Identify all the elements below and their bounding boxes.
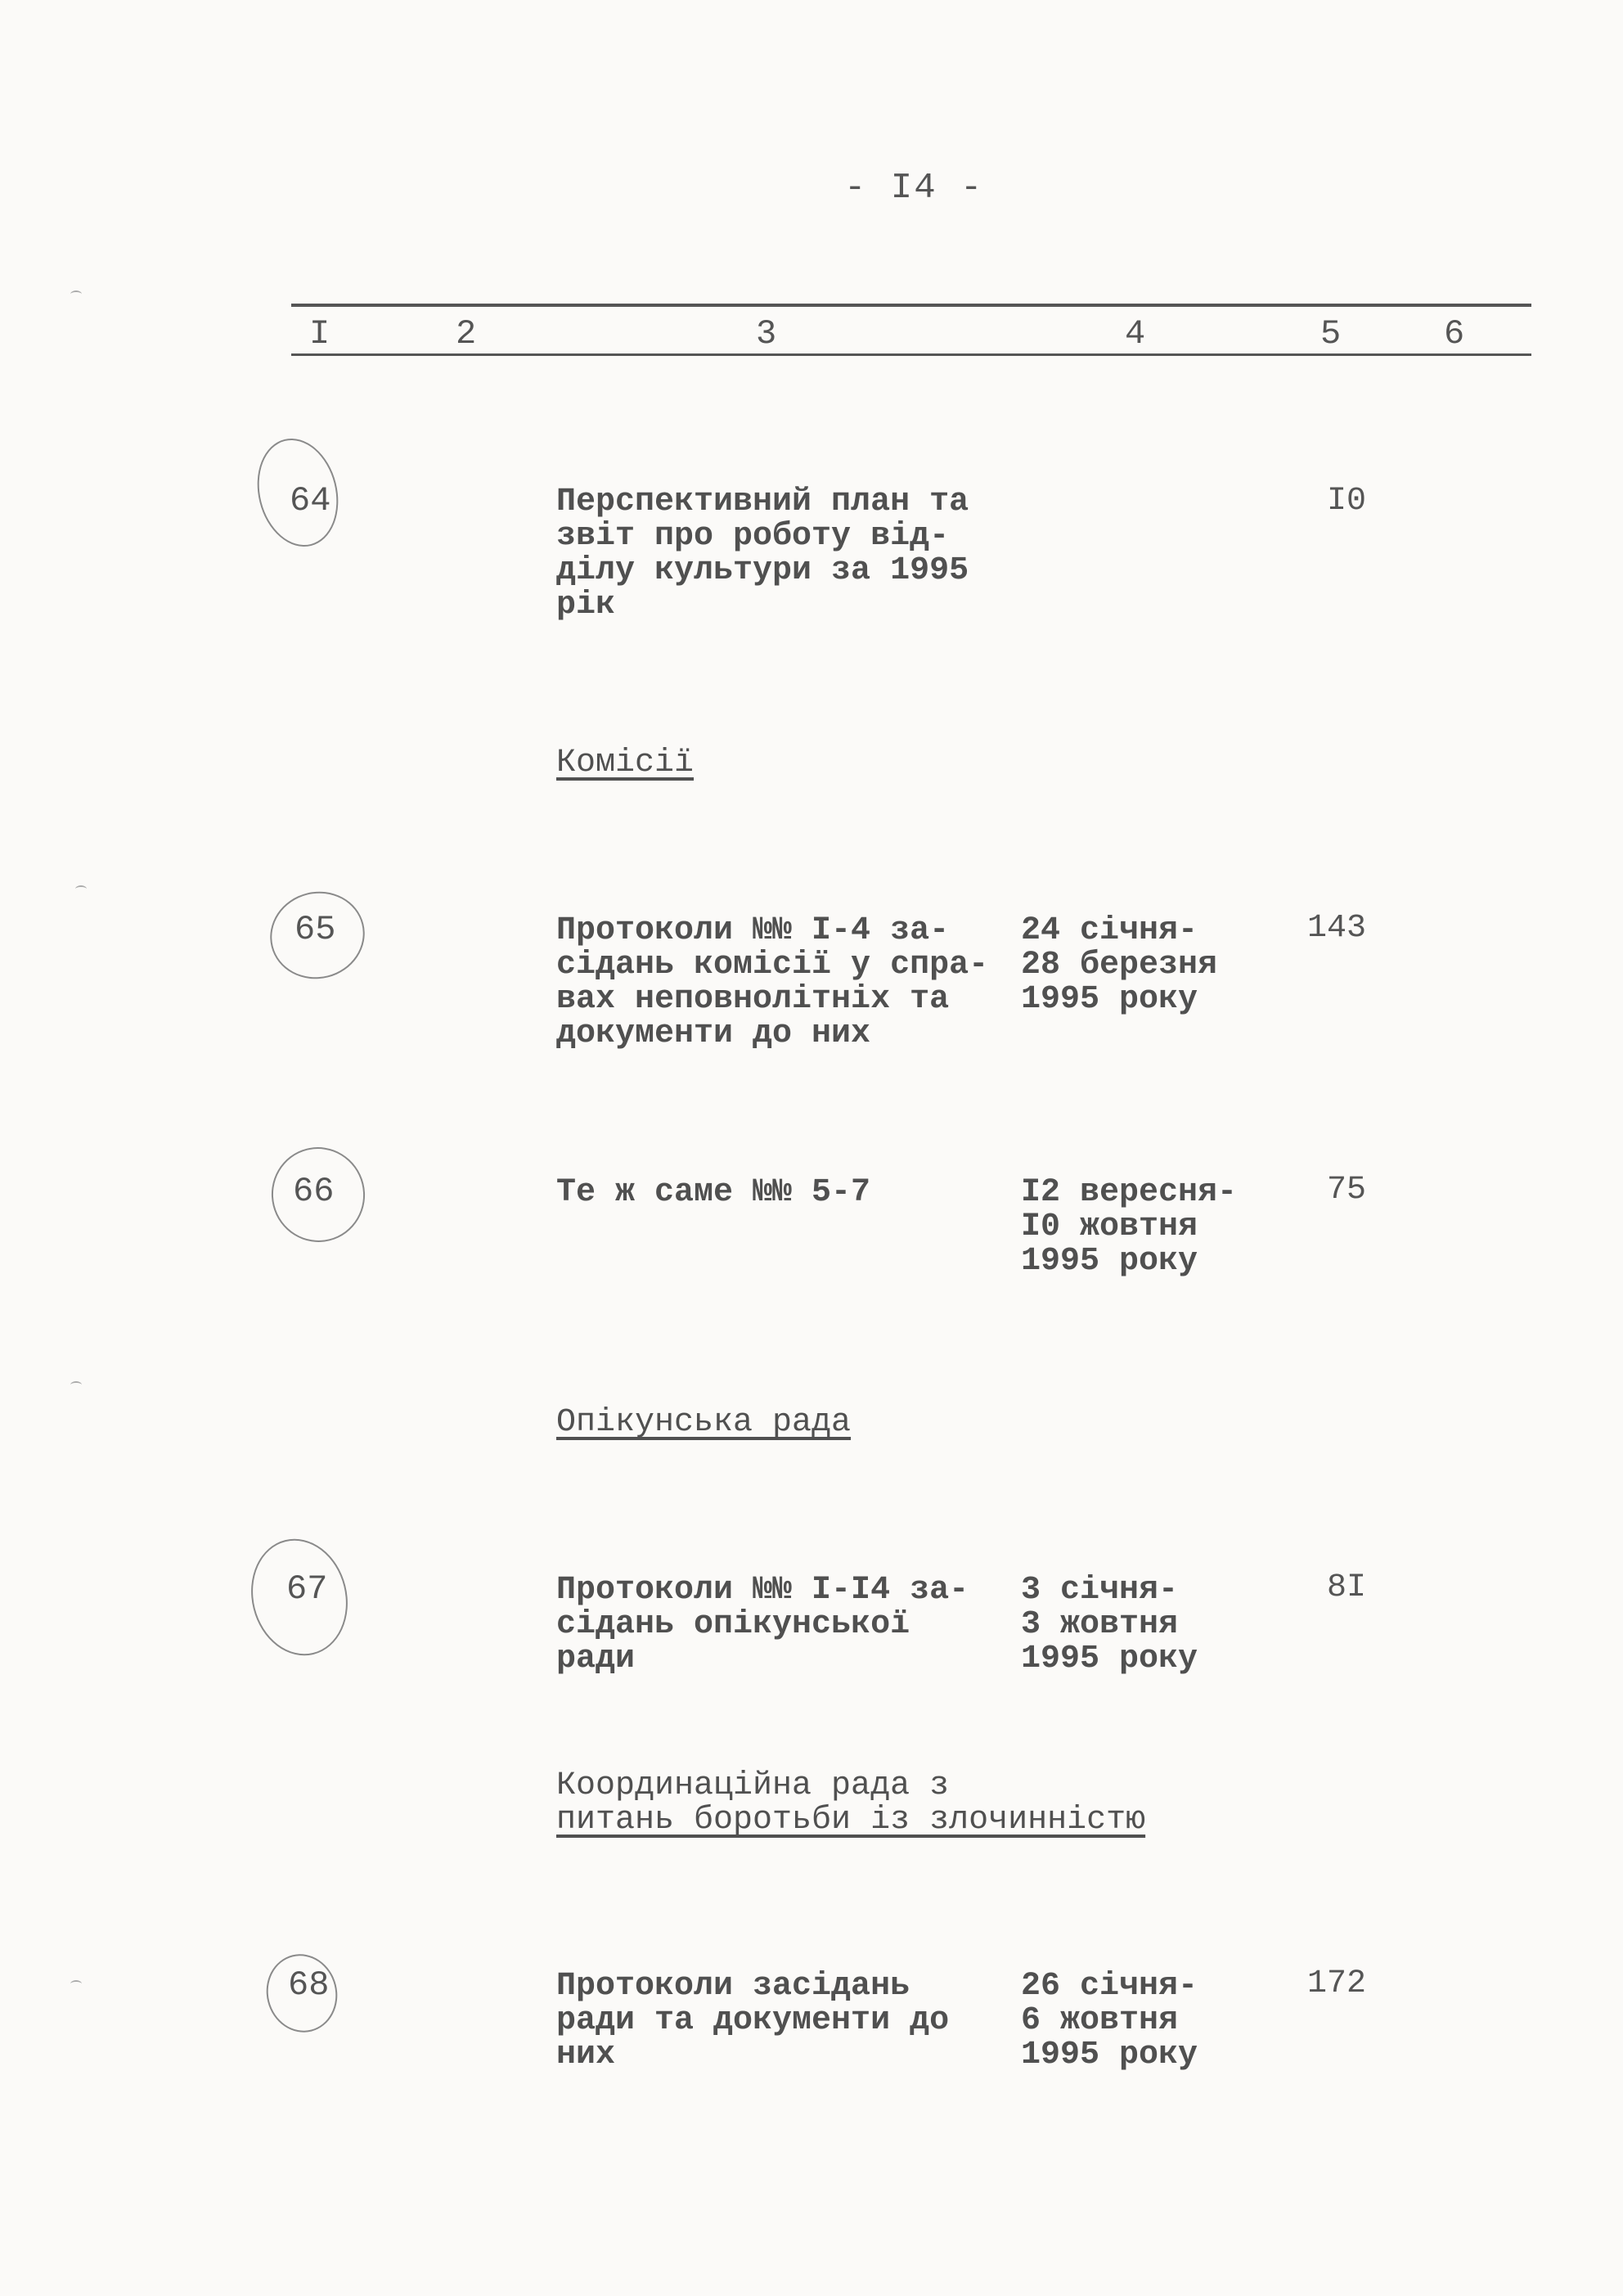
entry-number: 64 bbox=[290, 481, 331, 520]
entry-dates: I2 вересня- I0 жовтня 1995 року bbox=[1021, 1174, 1238, 1280]
column-1-heading: I bbox=[309, 314, 330, 353]
section-heading-coordination-council bbox=[556, 1769, 1145, 1838]
column-6-heading: 6 bbox=[1444, 314, 1465, 353]
entry-title: Протоколи засідань ради та документи до них bbox=[556, 1968, 950, 2073]
entry-number: 65 bbox=[294, 910, 336, 949]
column-3-heading: 3 bbox=[756, 314, 777, 353]
entry-title: Протоколи №№ I-I4 за- сідань опікунської ради bbox=[556, 1572, 969, 1677]
entry-sheets: I0 bbox=[1326, 483, 1366, 520]
entry-number: 66 bbox=[293, 1172, 335, 1211]
header-bottom-rule bbox=[291, 353, 1531, 356]
header-top-rule bbox=[291, 304, 1531, 307]
entry-dates: 26 січня- 6 жовтня 1995 року bbox=[1021, 1968, 1198, 2073]
entry-dates: 3 січня- 3 жовтня 1995 року bbox=[1021, 1572, 1198, 1677]
column-4-heading: 4 bbox=[1125, 314, 1146, 353]
entry-title: Протоколи №№ I-4 за- сідань комісії у спра- вах неповнолітніх та документи до них bbox=[556, 912, 989, 1052]
entry-dates: 24 січня- 28 березня 1995 року bbox=[1021, 912, 1218, 1018]
section-heading-line: Координаційна рада з bbox=[556, 1767, 950, 1804]
entry-sheets: 143 bbox=[1306, 910, 1366, 947]
section-heading-guardianship bbox=[556, 1406, 851, 1440]
column-5-heading: 5 bbox=[1320, 314, 1342, 353]
entry-title: Те ж саме №№ 5-7 bbox=[556, 1174, 871, 1211]
entry-sheets: 75 bbox=[1326, 1172, 1366, 1209]
entry-sheets: 172 bbox=[1306, 1965, 1366, 2002]
section-heading-text: Опікунська рада bbox=[556, 1404, 852, 1441]
page-number: - I4 - bbox=[844, 168, 984, 209]
section-heading-text: Комісії bbox=[556, 745, 695, 781]
binding-hole-mark bbox=[70, 1980, 82, 1988]
entry-sheets: 8I bbox=[1326, 1569, 1366, 1606]
section-heading-line: питань боротьби із злочинністю bbox=[556, 1802, 1146, 1839]
entry-title: Перспективний план та звіт про роботу від- ділу культури за 1995 рік bbox=[556, 484, 969, 624]
binding-hole-mark bbox=[70, 1381, 82, 1389]
column-2-heading: 2 bbox=[456, 314, 477, 353]
section-heading-commissions bbox=[556, 746, 694, 781]
entry-number: 68 bbox=[288, 1965, 330, 2005]
binding-hole-mark bbox=[70, 290, 82, 298]
entry-number: 67 bbox=[286, 1569, 328, 1609]
binding-hole-mark bbox=[75, 885, 87, 893]
